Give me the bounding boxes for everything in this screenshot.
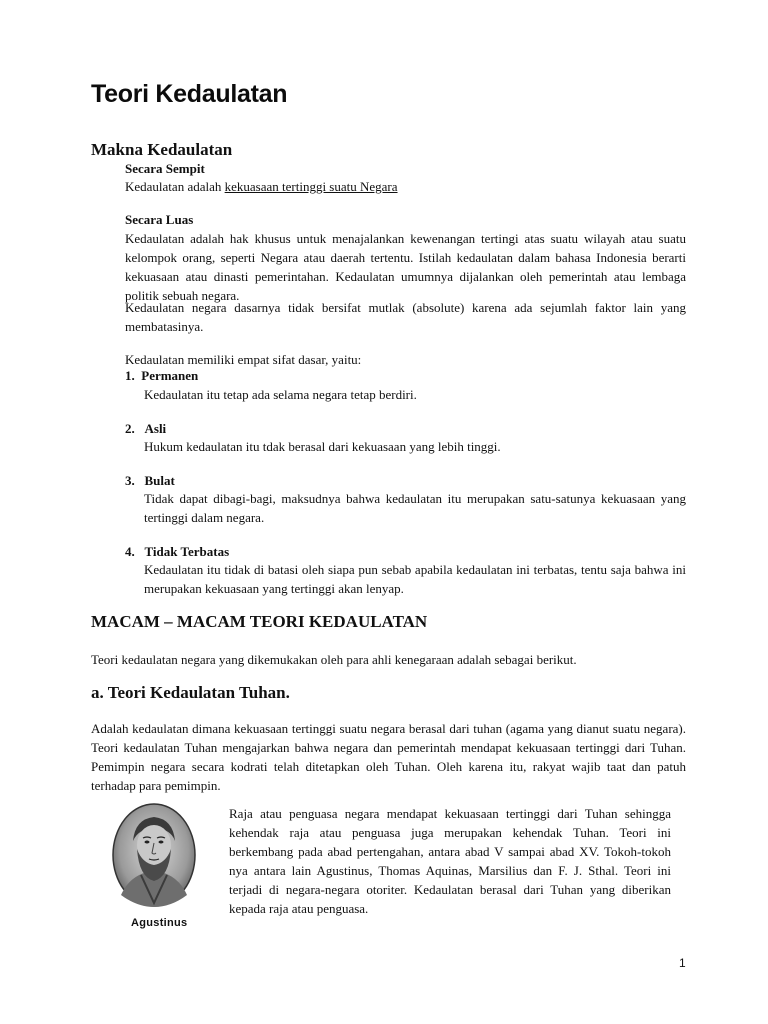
macam-intro: Teori kedaulatan negara yang dikemukakan oleh para ahli kenegaraan adalah sebagai berikut.: [91, 652, 577, 667]
sifat-item-3-number: 3.: [125, 473, 135, 488]
page-title: Teori Kedaulatan: [91, 80, 288, 108]
sifat-item-2-label: Asli: [144, 421, 167, 436]
subheading-luas: Secara Luas: [125, 212, 194, 227]
sifat-item-3-heading: [125, 473, 175, 489]
sifat-item-2-heading: [125, 421, 166, 437]
portrait-caption: Agustinus: [131, 917, 188, 929]
luas-paragraph-2: Kedaulatan negara dasarnya tidak bersifat mutlak (absolute) karena ada sejumlah faktor lain yang membatasinya.: [125, 300, 686, 334]
sifat-item-4-heading: [125, 544, 229, 560]
sifat-item-1-heading: [125, 368, 198, 384]
page-number: 1: [679, 956, 686, 970]
sifat-item-3-desc: Tidak dapat dibagi-bagi, maksudnya bahwa kedaulatan itu merupakan satu-satunya kekuasaan yang tertinggi dalam negara.: [144, 491, 686, 525]
section-heading-macam: MACAM – MACAM TEORI KEDAULATAN: [91, 612, 428, 631]
sifat-item-4-label: Tidak Terbatas: [144, 544, 230, 559]
sifat-item-2-number: 2.: [125, 421, 135, 436]
section-heading-makna: Makna Kedaulatan: [91, 140, 233, 159]
tuhan-paragraph-2: Raja atau penguasa negara mendapat kekuasaan tertinggi dari Tuhan sehingga kehendak raja atau penguasa juga merupakan kehendak Tuhan. Teori ini berkembang pada abad pertengahan, antara abad V sampai abad XV. Tokoh-tokoh nya antara lain Agustinus, Thomas Aquinas, Marsilius dan F. J. Sthal. Teori ini terjadi di negara-negara otoriter. Kedaulatan berasal dari Tuhan yang diberikan kepada raja atau penguasa.: [229, 806, 671, 916]
sifat-item-4-number: 4.: [125, 544, 135, 559]
section-heading-tuhan: a. Teori Kedaulatan Tuhan.: [91, 683, 290, 702]
sempit-prefix: Kedaulatan adalah: [125, 179, 225, 194]
sempit-definition: [125, 177, 685, 196]
tuhan-paragraph-1: Adalah kedaulatan dimana kekuasaan tertinggi suatu negara berasal dari tuhan (agama yang dianut suatu negara). Teori kedaulatan Tuhan mengajarkan bahwa negara dan pemerintah mendapat kekuasaan tertinggi dari Tuhan. Pemimpin negara secara kodrati telah ditetapkan oleh Tuhan. Oleh karena itu, rakyat wajib taat dan patuh terhadap para pemimpin.: [91, 721, 686, 793]
sifat-item-3-label: Bulat: [144, 473, 175, 488]
sifat-item-4-desc: Kedaulatan itu tidak di batasi oleh siapa pun sebab apabila kedaulatan ini terbatas, tentu saja bahwa ini merupakan kekuasaan yang tertinggi akan lenyap.: [144, 562, 686, 596]
sifat-item-2-desc: Hukum kedaulatan itu tdak berasal dari kekuasaan yang lebih tinggi.: [144, 439, 501, 454]
agustinus-portrait: [111, 803, 197, 911]
sifat-item-1-desc: Kedaulatan itu tetap ada selama negara tetap berdiri.: [144, 387, 417, 402]
sifat-item-1-number: 1.: [125, 368, 135, 383]
sempit-underlined-text: kekuasaan tertinggi suatu Negara: [224, 179, 398, 194]
sifat-item-1-label: Permanen: [141, 368, 199, 383]
luas-paragraph: Kedaulatan adalah hak khusus untuk menajalankan kewenangan tertingi atas suatu wilayah atau suatu kelompok orang, seperti Negara atau daerah tertentu. Istilah kedaulatan dalam bahasa Indonesia berarti kekuasaan atau dinasti pemerintahan. Kedaulatan umumnya dijalankan oleh pemerintah atau lembaga politik sebuah negara.: [125, 231, 686, 303]
subheading-sempit: Secara Sempit: [125, 161, 205, 176]
sifat-intro: Kedaulatan memiliki empat sifat dasar, yaitu:: [125, 352, 362, 367]
